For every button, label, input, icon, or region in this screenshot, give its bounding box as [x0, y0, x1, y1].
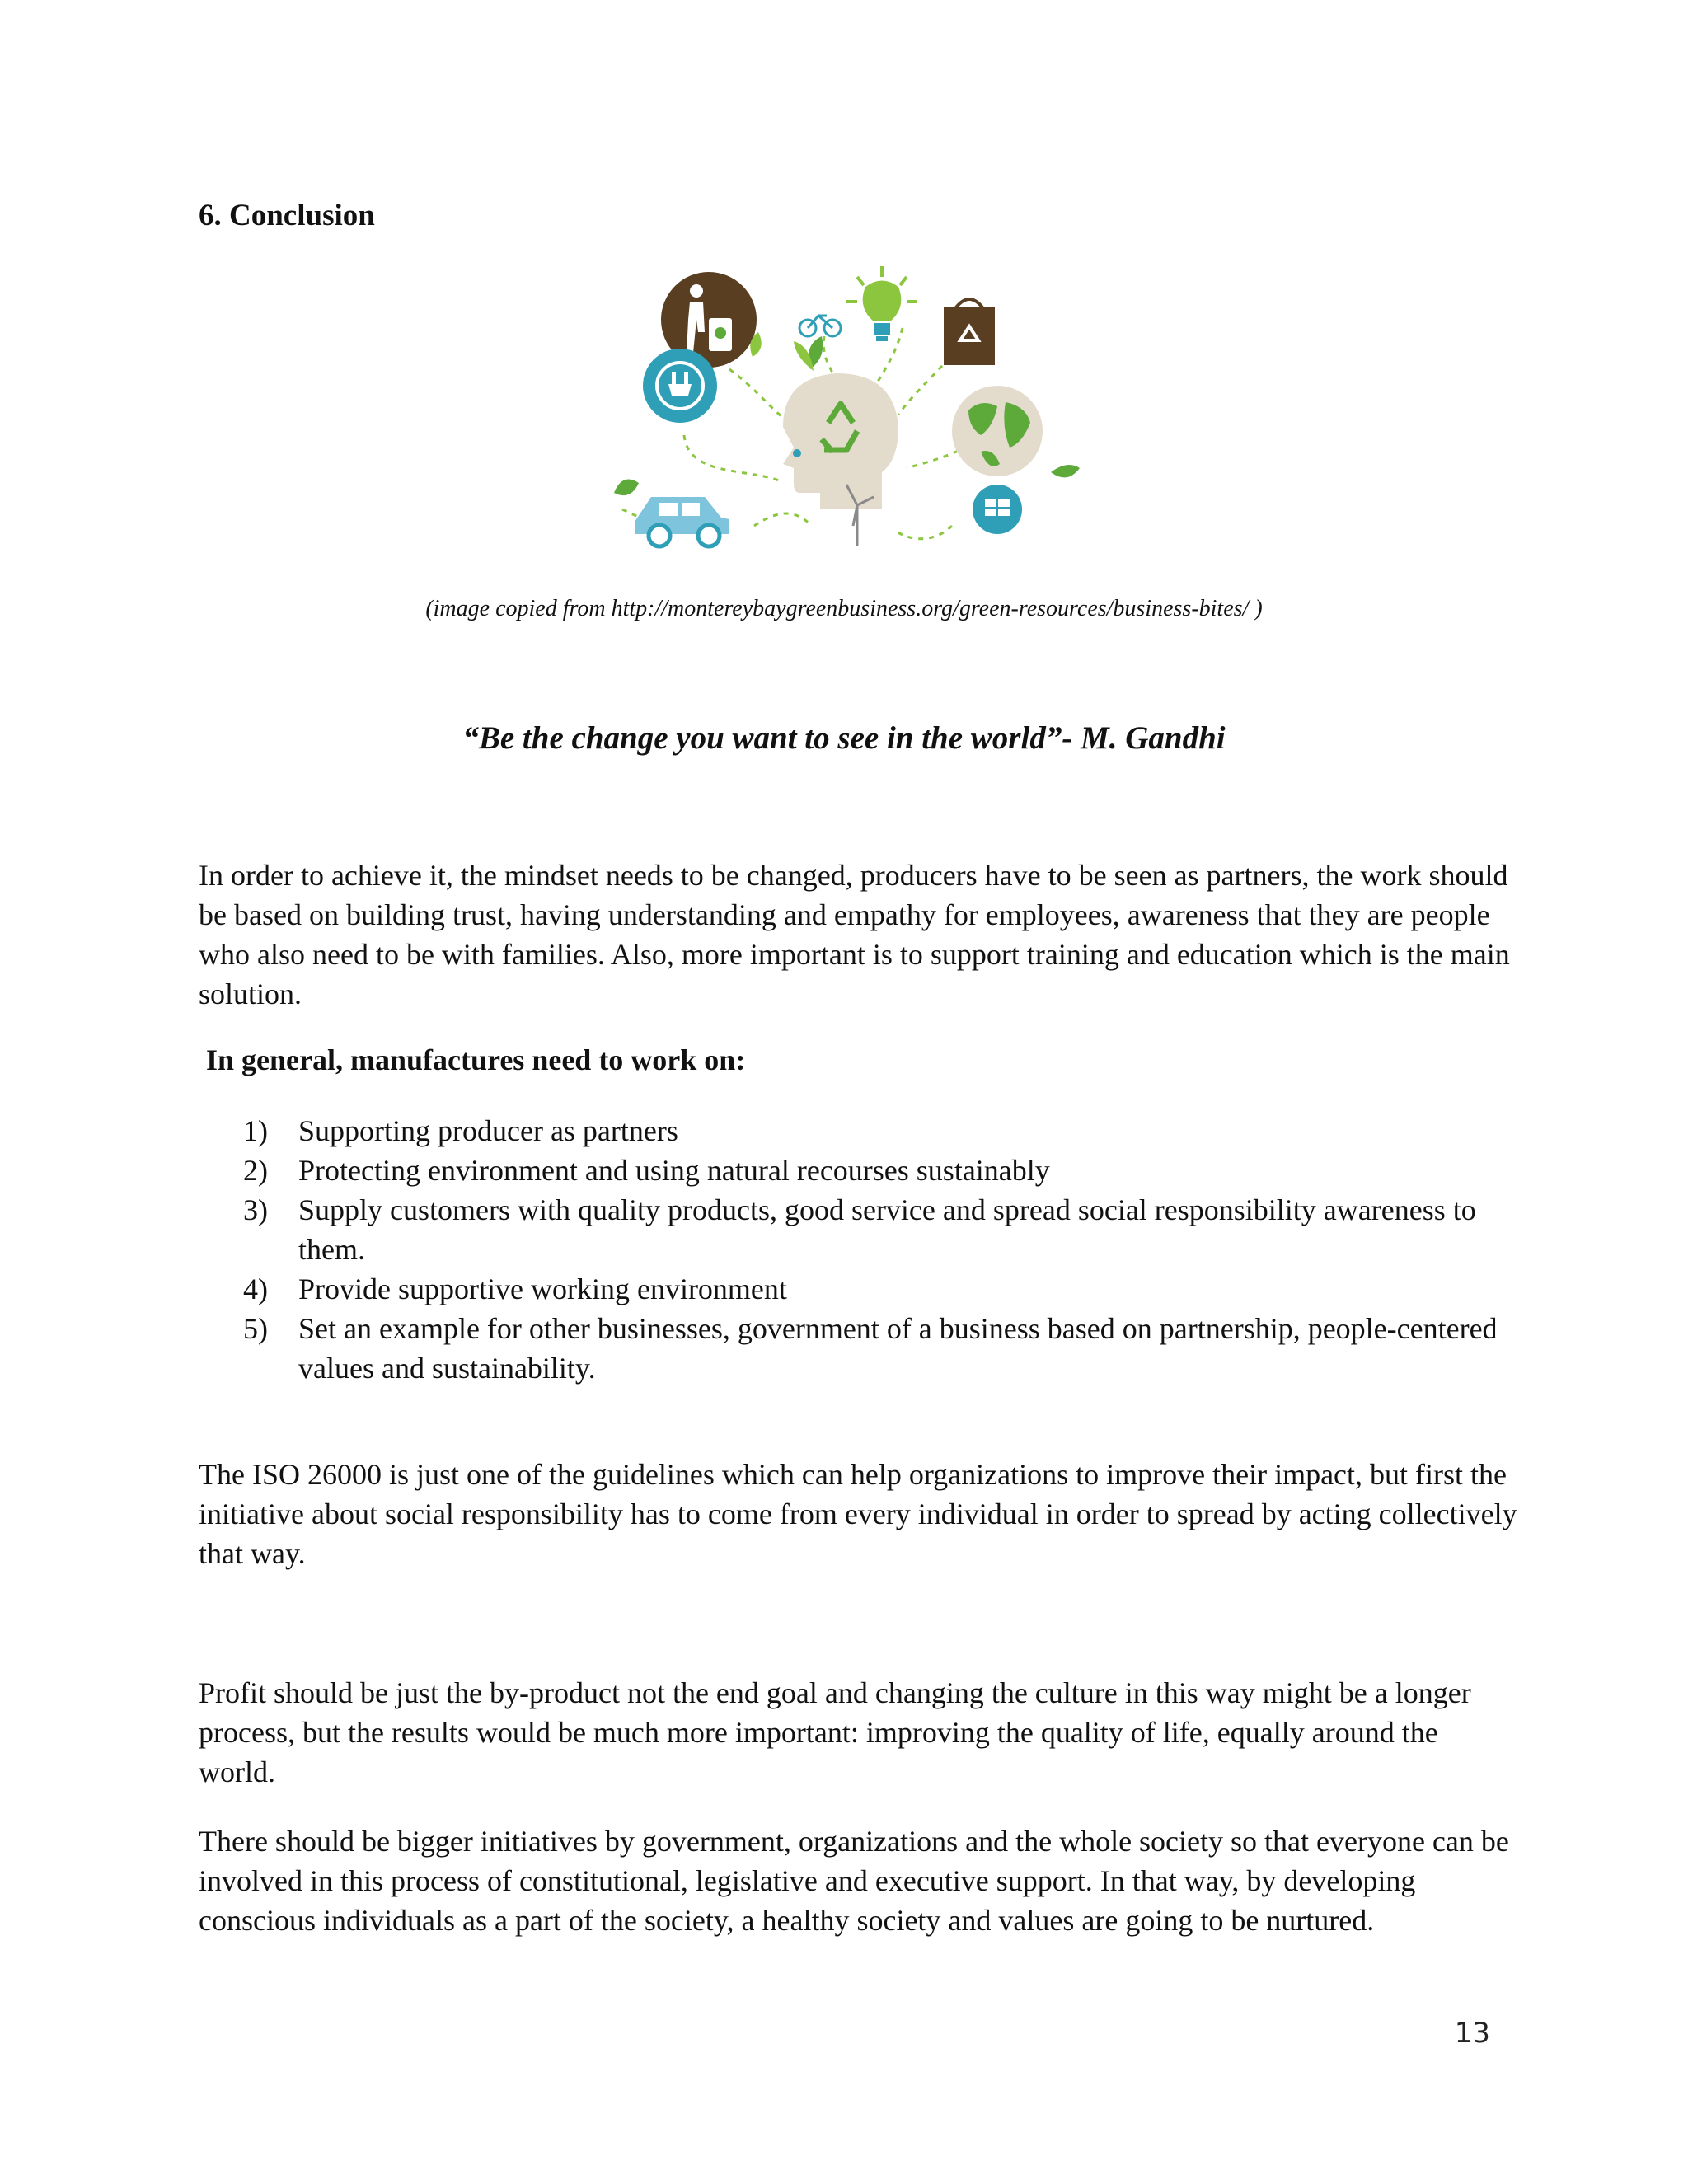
list-heading: In general, manufactures need to work on: [206, 1043, 746, 1076]
list-item-text: Set an example for other businesses, government of a business based on partnership, people-centered values and sustainability. [298, 1312, 1498, 1385]
bicycle-icon [799, 316, 841, 336]
solar-panel-icon [973, 485, 1022, 534]
car-icon [635, 497, 729, 546]
gandhi-quote: “Be the change you want to see in the world”- M. Gandhi [462, 720, 1226, 756]
paragraph-profit: Profit should be just the by-product not the end goal and changing the culture in this way might be a longer process, but the results would be much more important: improving the quality of life, equally around the world. [199, 1676, 1471, 1788]
recycle-bag-icon [944, 299, 995, 365]
list-number: 5) [243, 1312, 268, 1345]
list-number: 1) [243, 1114, 268, 1147]
image-caption: (image copied from http://montereybaygreenbusiness.org/green-resources/business-bites/ ) [425, 596, 1263, 621]
globe-icon [952, 386, 1043, 476]
paragraph-iso: The ISO 26000 is just one of the guidelines which can help organizations to improve their impact, but first the initiative about social responsibility has to come from every individual in order to spread by acting collectively that way. [199, 1458, 1517, 1570]
section-heading: 6. Conclusion [199, 199, 375, 232]
lightbulb-icon [846, 266, 917, 341]
plug-icon [643, 349, 717, 423]
list-item [243, 1111, 1529, 1151]
list-item-text: Protecting environment and using natural recourses sustainably [298, 1154, 1050, 1187]
manufacturer-actions-list [243, 1111, 1529, 1388]
list-item [243, 1151, 1529, 1190]
list-number: 4) [243, 1272, 268, 1305]
list-number: 2) [243, 1154, 268, 1187]
paragraph-initiatives: There should be bigger initiatives by government, organizations and the whole society so that everyone can be involved in this process of constitutional, legislative and executive support. In that way, by developing conscious individuals as a part of the society, a healthy society and values are going to be nurtured. [199, 1825, 1509, 1937]
list-item [243, 1190, 1529, 1269]
list-item [243, 1269, 1529, 1309]
paragraph-mindset: In order to achieve it, the mindset needs to be changed, producers have to be seen as partners, the work should be based on building trust, having understanding and empathy for employees, awareness that they are people who also need to be with families. Also, more important is to support training and education which is the main solution. [199, 859, 1510, 1010]
list-item-text: Provide supportive working environment [298, 1272, 787, 1305]
green-business-illustration [606, 262, 1084, 559]
list-item [243, 1309, 1529, 1388]
head-recycle-icon [783, 336, 898, 509]
list-item-text: Supply customers with quality products, good service and spread social responsibility awareness to them. [298, 1193, 1476, 1266]
list-number: 3) [243, 1193, 268, 1226]
list-item-text: Supporting producer as partners [298, 1114, 678, 1147]
page-number: 13 [1454, 2017, 1490, 2050]
